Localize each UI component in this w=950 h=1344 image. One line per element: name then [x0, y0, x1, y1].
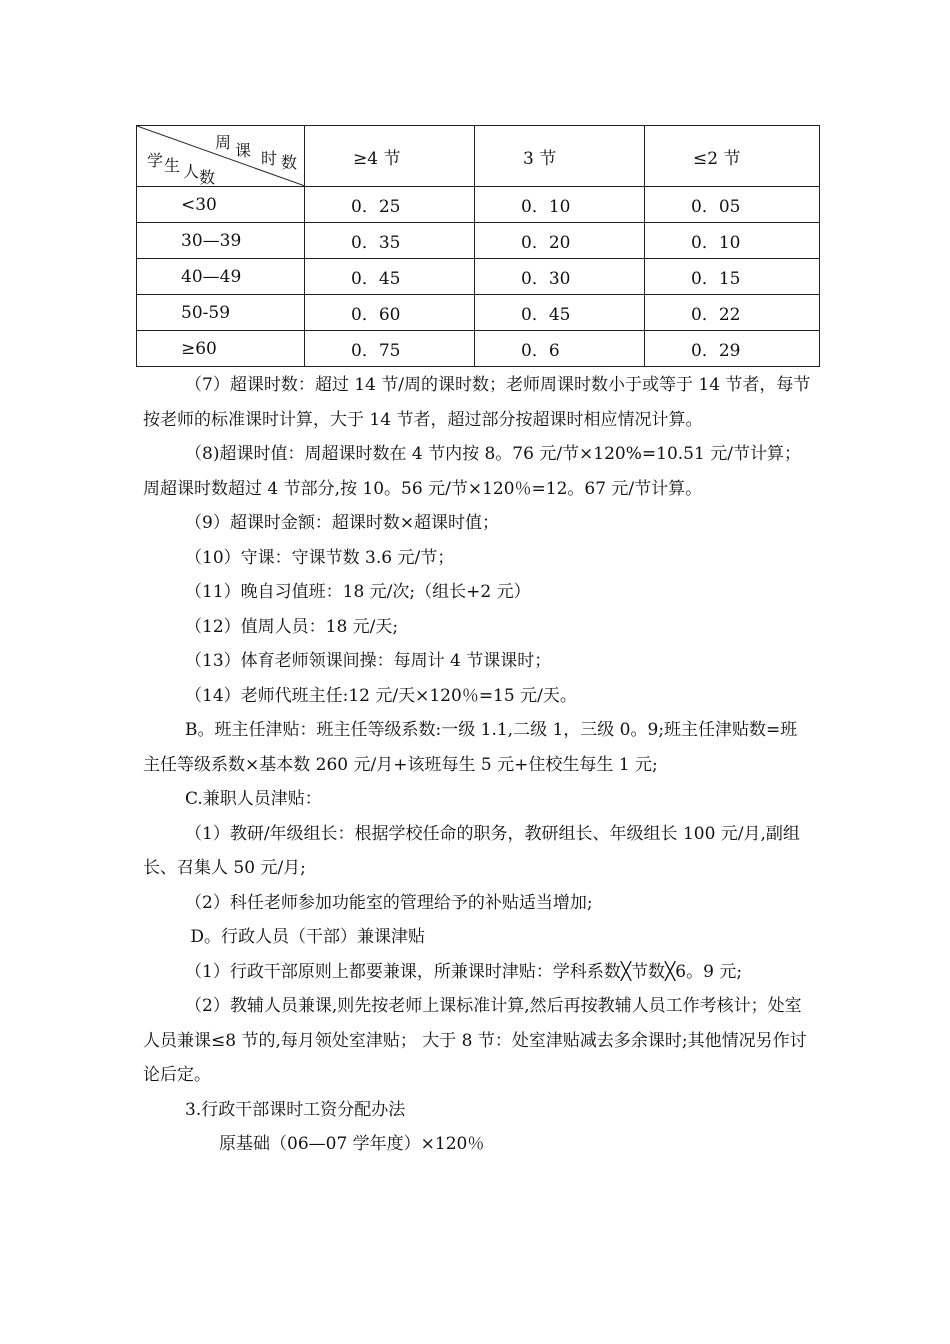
paragraph-weekly-duty: （12）值周人员：18 元/天; — [185, 616, 399, 637]
coefficient-cell: 0．20 — [475, 223, 645, 259]
coefficient-cell: 0．22 — [645, 295, 820, 331]
corner-row-char: 学 — [147, 151, 164, 170]
coefficient-cell: 0．6 — [475, 331, 645, 367]
column-header: ≤2 节 — [645, 126, 820, 187]
paragraph-admin-teaching: （1）行政干部原则上都要兼课，所兼课时津贴：学科系数╳节数╳6。9 元; — [185, 961, 743, 982]
table-row — [137, 187, 820, 223]
document-body — [143, 368, 813, 1162]
paragraph-part-time-heading: C.兼职人员津贴： — [185, 789, 322, 809]
corner-col-char: 时 — [261, 149, 278, 168]
paragraph-pe-teacher: （13）体育老师领课间操：每周计 4 节课课时； — [185, 651, 552, 671]
corner-col-char: 周 — [215, 133, 232, 152]
paragraph-overtime-hours: （7）超课时数：超过 14 节/周的课时数；老师周课时数小于或等于 14 节者，每节按老师的标准课时计算，大于 14 节者，超过部分按超课时相应情况计算。 — [143, 375, 811, 430]
table-row — [137, 331, 820, 367]
table-row — [137, 295, 820, 331]
coefficient-cell: 0．35 — [305, 223, 475, 259]
table-row — [137, 223, 820, 259]
paragraph-base-formula: 原基础（06—07 学年度）×120％ — [219, 1134, 485, 1154]
coefficient-cell: 0．75 — [305, 331, 475, 367]
paragraph-overtime-amount: （9）超课时金额：超课时数×超课时值； — [185, 513, 500, 533]
student-count-cell: 50-59 — [137, 295, 305, 331]
allowance-table — [136, 125, 820, 367]
coefficient-cell: 0．45 — [305, 259, 475, 295]
paragraph-section-3-heading: 3.行政干部课时工资分配办法 — [185, 1099, 406, 1120]
diagonal-header-cell — [137, 126, 305, 187]
paragraph-substitute-head-teacher: （14）老师代班主任:12 元/天×120％=15 元/天。 — [185, 685, 577, 706]
paragraph-function-room: （2）科任老师参加功能室的管理给予的补贴适当增加; — [185, 892, 593, 913]
student-count-cell: 30—39 — [137, 223, 305, 259]
coefficient-cell: 0．29 — [645, 331, 820, 367]
paragraph-head-teacher-allowance: B。班主任津贴：班主任等级系数:一级 1.1,二级 1，三级 0。9;班主任津贴数=班主任等级系数×基本数 260 元/月+该班每生 5 元+住校生每生 1 元; — [143, 720, 798, 775]
column-header: 3 节 — [475, 126, 645, 187]
column-header: ≥4 节 — [305, 126, 475, 187]
table-row — [137, 259, 820, 295]
paragraph-evening-duty: （11）晚自习值班：18 元/次;（组长+2 元） — [185, 582, 531, 602]
coefficient-cell: 0．25 — [305, 187, 475, 223]
coefficient-cell: 0．30 — [475, 259, 645, 295]
paragraph-class-supervision: （10）守课：守课节数 3.6 元/节； — [185, 547, 455, 568]
paragraph-admin-heading: D。行政人员（干部）兼课津贴 — [185, 927, 426, 947]
student-count-cell: ≥60 — [137, 331, 305, 367]
paragraph-overtime-rate: （8)超课时值：周超课时数在 4 节内按 8。76 元/节×120%=10.51 元/节计算；周超课时数超过 4 节部分,按 10。56 元/节×120％=12。67 元/节计算。 — [143, 444, 801, 499]
paragraph-group-leader: （1）教研/年级组长：根据学校任命的职务，教研组长、年级组长 100 元/月,副组长、召集人 50 元/月; — [143, 823, 800, 878]
coefficient-cell: 0．60 — [305, 295, 475, 331]
student-count-cell: <30 — [137, 187, 305, 223]
corner-row-char: 生 — [164, 156, 181, 175]
coefficient-cell: 0．10 — [475, 187, 645, 223]
corner-row-char: 数 — [199, 168, 216, 187]
corner-col-char: 课 — [235, 141, 252, 160]
corner-col-char: 数 — [281, 153, 298, 172]
table-header-row — [137, 126, 820, 187]
coefficient-cell: 0．10 — [645, 223, 820, 259]
coefficient-cell: 0．15 — [645, 259, 820, 295]
coefficient-cell: 0．05 — [645, 187, 820, 223]
paragraph-support-staff: （2）教辅人员兼课,则先按老师上课标准计算,然后再按教辅人员工作考核计；处室人员兼课≤8 节的,每月领处室津贴； 大于 8 节：处室津贴减去多余课时;其他情况另作讨论后定。 — [143, 996, 807, 1085]
corner-row-char: 人 — [183, 162, 200, 181]
coefficient-cell: 0．45 — [475, 295, 645, 331]
student-count-cell: 40—49 — [137, 259, 305, 295]
